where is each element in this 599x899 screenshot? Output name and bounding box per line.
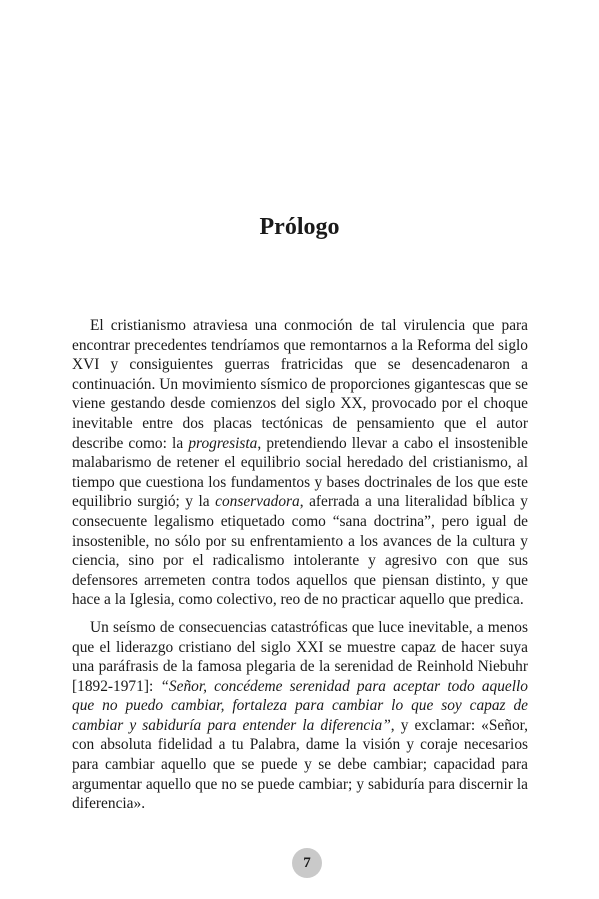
text-run: , pretendiendo llevar a cabo el insostenible malabarismo de retener el equilibrio social heredado del cristianismo, al tiempo que cuestiona los fundamentos y bases doctrinales de los que este equilibrio surgió; y la [72, 434, 528, 511]
serenity-prayer-quote: “Señor, concédeme serenidad para aceptar todo aquello que no puedo cambiar, fortaleza para cambiar lo que soy capaz de cambiar y sabiduría para entender la diferencia” [72, 677, 529, 734]
paragraph-1 [72, 316, 528, 610]
text-run: , aferrada a una literalidad bíblica y consecuente legalismo etiquetado como “sana doctrina”, pero igual de insostenible, no sólo por su enfrentamiento a los avances de la cultura y ciencia, sino por el radicalismo intolerante y agresivo con que sus defensores arremeten contra todos aquellos que piensan distinto, y que hace a la Iglesia, como colectivo, reo de no practicar aquello que predica. [72, 493, 528, 609]
body-text [72, 316, 528, 814]
text-run: , y exclamar: «Señor, con absoluta fidelidad a tu Palabra, dame la visión y coraje necesarios para cambiar aquello que se puede y se debe cambiar; capacidad para argumentar aquello que no se puede cambiar; y sabiduría para discernir la diferencia». [72, 716, 529, 813]
text-run: Un seísmo de consecuencias catastróficas que luce inevitable, a menos que el liderazgo cristiano del siglo XXI se muestre capaz de hacer suya una paráfrasis de la famosa plegaria de la serenidad de Reinhold Niebuhr [1892-1971]: [72, 618, 528, 695]
paragraph-2 [72, 618, 528, 814]
page-number-badge: 7 [292, 848, 322, 878]
page-title: Prólogo [259, 214, 340, 240]
emphasis-conservadora: conservadora [215, 493, 300, 511]
emphasis-progresista: progresista [188, 434, 258, 452]
text-run: El cristianismo atraviesa una conmoción de tal virulencia que para encontrar precedentes tendríamos que remontarnos a la Reforma del siglo XVI y consiguientes guerras fratricidas que se desencadenaron a continuación. Un movimiento sísmico de proporciones gigantescas que se viene gestando desde comienzos del siglo XX, provocado por el choque inevitable entre dos placas tectónicas de pensamiento que el autor describe como: la [72, 317, 528, 452]
